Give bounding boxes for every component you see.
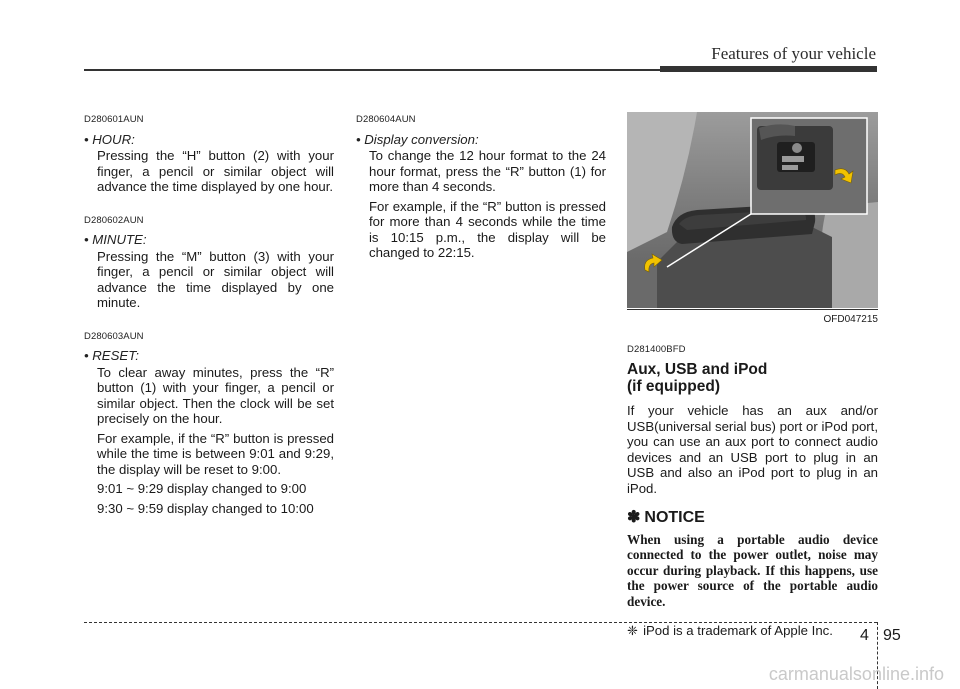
section-paragraph: For example, if the “R” button is pressed for more than 4 seconds while the time is 10:15 p.m., the display will be changed to 22:15. (369, 198, 606, 260)
watermark: carmanualsonline.info (768, 664, 944, 684)
section-code: D280602AUN (84, 214, 144, 226)
column-right (627, 112, 878, 639)
chapter-number: 4 (860, 627, 869, 644)
section-paragraph: For example, if the “R” button is pressed while the time is between 9:01 and 9:29, the display will be reset to 9:00. (97, 430, 334, 477)
figure-caption: OFD047215 (823, 314, 878, 325)
section-paragraph: 9:01 ~ 9:29 display changed to 9:00 (97, 481, 307, 496)
heading-line: Aux, USB and iPod (627, 361, 768, 378)
footer-rule (84, 622, 877, 623)
notice-heading (627, 510, 878, 526)
column-left (84, 112, 334, 534)
header-rule (84, 69, 660, 71)
notice-title: NOTICE (644, 509, 705, 526)
trademark-text: iPod is a trademark of Apple Inc. (643, 623, 833, 638)
page-number: 95 (883, 627, 901, 644)
notice-icon: ✽ (627, 509, 641, 526)
section-code: D280601AUN (84, 114, 144, 125)
console-photo (627, 112, 878, 308)
section-title: • MINUTE: (84, 232, 147, 247)
minute-section (84, 213, 334, 311)
header-title: Features of your vehicle (711, 44, 876, 63)
trademark-note (627, 623, 878, 639)
notice-text: When using a portable audio device connected to the power outlet, noise may occur during playback. If this happens, use the power source of the portable audio device. (627, 531, 878, 609)
section-title: • RESET: (84, 348, 139, 363)
figure-rule (627, 309, 878, 310)
section-paragraph: To change the 12 hour format to the 24 hour format, press the “R” button (1) for more than 4 seconds. (369, 148, 606, 194)
heading-line: (if equipped) (627, 378, 720, 395)
section-text: Pressing the “M” button (3) with your finger, a pencil or similar object will advance the time displayed by one minute. (97, 248, 334, 310)
column-middle (356, 112, 606, 279)
header-rule-accent (660, 66, 877, 72)
console-illustration (627, 112, 878, 308)
reset-section (84, 329, 334, 517)
section-code: D280604AUN (356, 114, 416, 125)
section-title: • Display conversion: (356, 131, 479, 147)
section-code: D280603AUN (84, 330, 144, 342)
section-paragraph: To clear away minutes, press the “R” button (1) with your finger, a pencil or similar object. Then the clock will be set precisely on the hour. (97, 364, 334, 426)
section-heading (627, 361, 878, 395)
section-text: Pressing the “H” button (2) with your finger, a pencil or similar object will advance the time displayed by one hour. (97, 148, 334, 194)
trademark-icon: ❈ (627, 623, 639, 638)
section-paragraph: 9:30 ~ 9:59 display changed to 10:00 (97, 500, 314, 516)
display-conversion-section (356, 112, 606, 261)
section-body: If your vehicle has an aux and/or USB(universal serial bus) port or iPod port, you can use an aux port to connect audio devices and an USB port to plug in an USB and also an iPod port to plug in an iPod. (627, 403, 878, 496)
section-code: D281400BFD (627, 343, 686, 355)
hour-section (84, 112, 334, 195)
section-title: • HOUR: (84, 131, 135, 147)
